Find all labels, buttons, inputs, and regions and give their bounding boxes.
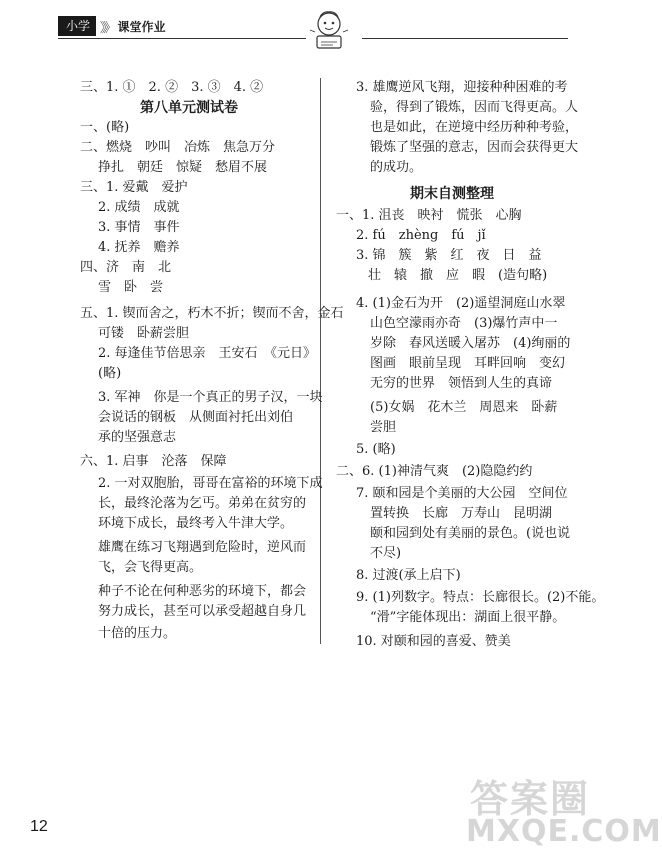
- answer-line: 7. 颐和园是个美丽的大公园 空间位: [356, 486, 568, 501]
- answer-line: 不尽): [370, 546, 402, 561]
- answer-line: 雪 卧 尝: [98, 280, 164, 295]
- answer-line: 挣扎 朝廷 惊疑 愁眉不展: [98, 160, 268, 175]
- answer-line: 2. 每逢佳节倍思亲 王安石 《元日》: [98, 346, 317, 361]
- header-tag: [58, 16, 166, 36]
- answer-line: 三、1. 爱戴 爱护: [80, 180, 188, 195]
- header-title: 课堂作业: [117, 19, 166, 34]
- answer-line: 的成功。: [370, 160, 423, 175]
- header-rule-left: [58, 38, 306, 39]
- answer-line: 3. 事情 事件: [98, 220, 180, 235]
- answer-line: 四、济 南 北: [80, 260, 172, 275]
- answer-line: 山色空濛雨亦奇 (3)爆竹声中一: [370, 316, 558, 331]
- section-heading: 第八单元测试卷: [140, 100, 238, 116]
- chevron-icon: 》》: [100, 20, 114, 36]
- mascot-icon: [302, 8, 356, 52]
- answer-line: “滑”字能体现出：湖面上很平静。: [370, 610, 566, 625]
- answer-line: 2. fú zhèng fú jǐ: [356, 228, 486, 243]
- answer-line: 4. (1)金石为开 (2)遥望洞庭山水翠: [356, 296, 566, 311]
- answer-line: 10. 对颐和园的喜爱、赞美: [356, 634, 511, 649]
- answer-line: 2. 成绩 成就: [98, 200, 180, 215]
- answer-line: 飞，会飞得更高。: [98, 560, 203, 575]
- page-number: 12: [30, 818, 48, 835]
- answer-line: 8. 过渡(承上启下): [356, 568, 461, 583]
- answer-line: 颐和园到处有美丽的景色。(说也说: [370, 526, 571, 541]
- answer-line: 五、1. 锲而舍之，朽木不折；锲而不舍，金石: [80, 306, 344, 321]
- answer-line: 长，最终沦落为乞丐。弟弟在贫穷的: [98, 496, 307, 511]
- answer-line: 9. (1)列数字。特点：长廊很长。(2)不能。: [356, 590, 605, 605]
- answer-line: 承的坚强意志: [98, 430, 177, 445]
- answer-line: 5. (略): [356, 442, 396, 457]
- answer-line: 4. 抚养 赡养: [98, 240, 180, 255]
- answer-line: 壮 辕 撤 应 暇 (造句略): [368, 268, 548, 283]
- answer-line: 锻炼了坚强的意志，因而会获得更大: [370, 140, 579, 155]
- answer-line: 十倍的压力。: [98, 626, 177, 641]
- answer-line: 也是如此，在逆境中经历种种考验，: [370, 120, 579, 135]
- section-heading: 期末自测整理: [410, 186, 494, 202]
- answer-line: 尝胆: [370, 420, 397, 435]
- answer-line: 二、燃烧 吵叫 冶炼 焦急万分: [80, 140, 276, 155]
- answer-line: 环境下成长，最终考入牛津大学。: [98, 516, 294, 531]
- answer-line: 3. 雄鹰逆风飞翔，迎接种种困难的考: [356, 80, 568, 95]
- answer-line: 一、(略): [80, 120, 130, 135]
- column-divider: [320, 78, 321, 644]
- answer-line: 图画 眼前呈现 耳畔回响 变幻: [370, 356, 566, 371]
- answer-line: 岁除 春风送暖入屠苏 (4)绚丽的: [370, 336, 571, 351]
- grade-badge: 小学: [58, 16, 96, 36]
- answer-line: 三、1. ① 2. ② 3. ③ 4. ②: [80, 80, 264, 95]
- answer-line: 二、6. (1)神清气爽 (2)隐隐约约: [336, 464, 533, 479]
- watermark-logo: [462, 768, 662, 852]
- answer-line: 会说话的钢板 从侧面衬托出刘伯: [98, 410, 294, 425]
- answer-line: 一、1. 沮丧 映衬 慌张 心胸: [336, 208, 522, 223]
- answer-line: 种子不论在何种恶劣的环境下，都会: [98, 584, 307, 599]
- answer-line: 努力成长，甚至可以承受超越自身几: [98, 604, 307, 619]
- header-rule-right: [362, 38, 568, 39]
- answer-line: 置转换 长廊 万寿山 昆明湖: [370, 506, 553, 521]
- answer-line: (略): [98, 366, 122, 381]
- answer-line: 无穷的世界 领悟到人生的真谛: [370, 376, 553, 391]
- watermark-bottom: MXQE.COM: [466, 814, 662, 849]
- answer-line: 3. 锦 簇 紫 红 夜 日 益: [356, 248, 542, 263]
- answer-line: 雄鹰在练习飞翔遇到危险时，逆风而: [98, 540, 307, 555]
- answer-line: 六、1. 启事 沦落 保障: [80, 454, 227, 469]
- answer-line: 可镂 卧薪尝胆: [98, 326, 190, 341]
- answer-line: 3. 军神 你是一个真正的男子汉，一块: [98, 390, 323, 405]
- answer-line: (5)女娲 花木兰 周恩来 卧薪: [370, 400, 558, 415]
- watermark-top: 答案圈: [470, 777, 591, 821]
- answer-line: 2. 一对双胞胎，哥哥在富裕的环境下成: [98, 476, 323, 491]
- answer-line: 验，得到了锻炼，因而飞得更高。人: [370, 100, 579, 115]
